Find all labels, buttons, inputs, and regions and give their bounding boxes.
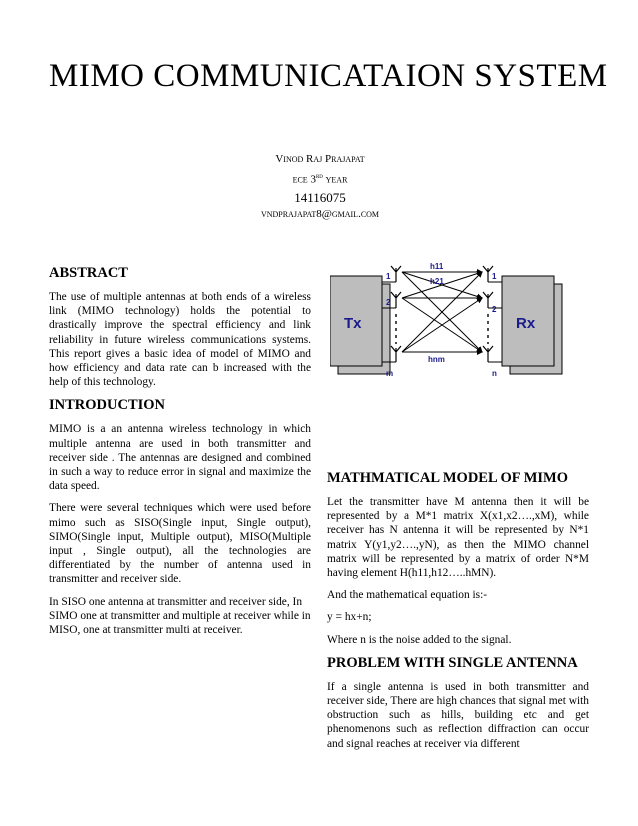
tx-label: Tx [344, 315, 362, 332]
tx-box [330, 276, 390, 374]
rx-antenna-1: 1 [492, 272, 497, 281]
author-roll: 14116075 [294, 189, 346, 205]
mimo-diagram [330, 262, 592, 387]
abstract-text: The use of multiple antennas at both ends of a wireless link (MIMO technology) holds the potential to drastically improve the spectral efficiency and link reliability in future wireless communications systems. This report gives a basic idea of model of MIMO and how efficiency and data rate can b increased with the help of this technology. [49, 291, 311, 389]
rx-box [502, 276, 562, 374]
h11-label: h11 [430, 262, 444, 271]
intro-paragraph-2: There were several techniques which were used before mimo such as SISO(Single input, Single output), SIMO(Single input, Multiple output), MISO(Multiple input , Single output), all the technologies are differentiated by the number of antenna used in transmitter and receiver side. [49, 502, 311, 586]
paper-title: MIMO COMMUNICATAION SYSTEM [49, 58, 608, 94]
math-paragraph-2: And the mathematical equation is:- [327, 589, 488, 602]
introduction-heading: INTRODUCTION [49, 397, 166, 414]
h21-label: h21 [430, 277, 444, 286]
rx-antenna-n: n [492, 369, 497, 378]
tx-antenna-m: m [386, 369, 394, 378]
math-paragraph-4: Where n is the noise added to the signal. [327, 633, 512, 646]
author-class: ece 3rd year [292, 172, 348, 186]
math-equation: y = hx+n; [327, 611, 372, 624]
abstract-heading: ABSTRACT [49, 265, 128, 281]
hnm-label: hnm [428, 355, 445, 364]
rx-antenna-2: 2 [492, 305, 497, 314]
tx-antenna-2: 2 [386, 298, 391, 307]
single-antenna-heading: PROBLEM WITH SINGLE ANTENNA [327, 654, 578, 671]
rx-label: Rx [516, 315, 536, 332]
right-column [327, 470, 589, 759]
author-name: Vinod Raj Prajapat [275, 153, 365, 165]
math-model-heading: MATHMATICAL MODEL OF MIMO [327, 470, 568, 486]
intro-paragraph-1: MIMO is a an antenna wireless technology in which multiple antenna are used in both transmitter and receiver side . The antennas are designed and combined in such a way to reduce error in signal and maximize the data speed. [49, 423, 311, 493]
intro-paragraph-3: In SISO one antenna at transmitter and receiver side, In SIMO one at transmitter and multiple at receiver while in MISO, one at transmitter multi at receiver. [49, 595, 311, 637]
single-antenna-paragraph: If a single antenna is used in both transmitter and receiver side, There are high chances that signal met with obstruction such as hills, building etc and get phenomenons such as reflection diffraction can occur and signal reaches at receiver via different [327, 680, 589, 750]
author-email: vndprajapat8@gmail.com [260, 207, 380, 220]
tx-antenna-1: 1 [386, 272, 391, 281]
author-block [180, 153, 460, 225]
math-paragraph-1: Let the transmitter have M antenna then it will be represented by a M*1 matrix X(x1,x2….,xM), while receiver has N antenna it will be represented by N*1 matrix Y(y1,y2….,yN), as then the MIMO channel matrix will be represented by a matrix of order N*M having element H(h11,h12…..hMN). [327, 496, 589, 580]
left-column [49, 265, 311, 645]
